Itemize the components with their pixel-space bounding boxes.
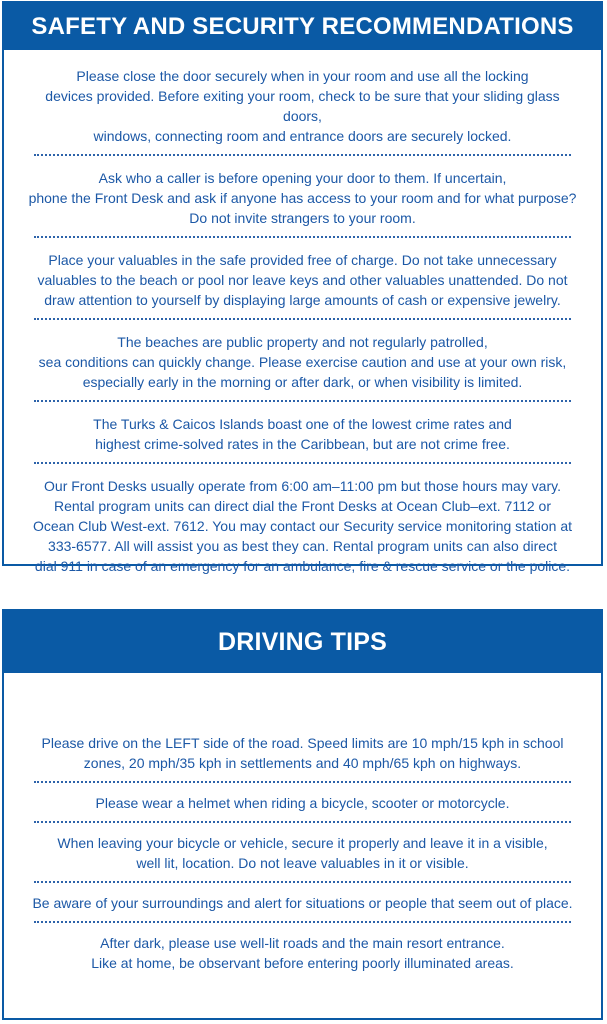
dotted-divider [34, 462, 571, 464]
tip-line: devices provided. Before exiting your room, check to be sure that your sliding glass doors, [45, 88, 560, 124]
dotted-divider [34, 781, 571, 783]
tip-line: sea conditions can quickly change. Please exercise caution and use at your own risk, [38, 354, 567, 370]
tip-line: After dark, please use well-lit roads and the main resort entrance. [100, 935, 505, 951]
tip-line: highest crime-solved rates in the Caribbean, but are not crime free. [95, 436, 510, 452]
dotted-divider [34, 400, 571, 402]
driving-tips [4, 673, 601, 981]
tip-line: well lit, location. Do not leave valuables in it or visible. [136, 855, 469, 871]
tip-line: zones, 20 mph/35 kph in settlements and 40 mph/65 kph on highways. [83, 755, 522, 771]
tip-line: dial 911 in case of an emergency for an ambulance, fire & rescue service or the police. [34, 558, 571, 574]
dotted-divider [34, 881, 571, 883]
tip-line: Place your valuables in the safe provided free of charge. Do not take unnecessary [48, 252, 557, 268]
dotted-divider [34, 236, 571, 238]
driving-panel [2, 609, 603, 1020]
tip-line: windows, connecting room and entrance doors are securely locked. [93, 128, 512, 144]
tip-line: Please close the door securely when in your room and use all the locking [76, 68, 529, 84]
tip-paragraph [26, 833, 579, 881]
tip-paragraph [26, 933, 579, 981]
tip-line: Rental program units can direct dial the Front Desks at Ocean Club–ext. 7112 or [54, 498, 551, 514]
tip-line: draw attention to yourself by displaying large amounts of cash or expensive jewelry. [44, 292, 561, 308]
safety-tips [4, 50, 601, 584]
tip-paragraph [26, 733, 579, 781]
tip-line: Do not invite strangers to your room. [189, 210, 416, 226]
tip-line: When leaving your bicycle or vehicle, secure it properly and leave it in a visible, [57, 835, 548, 851]
tip-line: Ocean Club West-ext. 7612. You may contact our Security service monitoring station at [32, 518, 572, 534]
safety-panel [2, 1, 603, 574]
dotted-divider [34, 921, 571, 923]
dotted-divider [34, 318, 571, 320]
tip-paragraph [26, 893, 579, 921]
tip-line: phone the Front Desk and ask if anyone has access to your room and for what purpose? [28, 190, 577, 206]
safety-title: SAFETY AND SECURITY RECOMMENDATIONS [4, 3, 601, 50]
dotted-divider [34, 821, 571, 823]
driving-title: DRIVING TIPS [4, 611, 601, 673]
tip-line: 333-6577. All will assist you as best they can. Rental program units can also direct [48, 538, 557, 554]
tip-line: Our Front Desks usually operate from 6:00 am–11:00 pm but those hours may vary. [44, 478, 561, 494]
tip-paragraph [26, 66, 579, 154]
tip-line: Please wear a helmet when riding a bicycle, scooter or motorcycle. [95, 795, 510, 811]
tip-paragraph [26, 168, 579, 236]
tip-line: Ask who a caller is before opening your door to them. If uncertain, [98, 170, 507, 186]
dotted-divider [34, 154, 571, 156]
tip-line: The beaches are public property and not regularly patrolled, [117, 334, 488, 350]
tip-line: valuables to the beach or pool nor leave keys and other valuables unattended. Do not [37, 272, 568, 288]
tip-paragraph [26, 250, 579, 318]
tip-paragraph [26, 793, 579, 821]
tip-line: The Turks & Caicos Islands boast one of the lowest crime rates and [93, 416, 512, 432]
tip-paragraph [26, 414, 579, 462]
tip-line: especially early in the morning or after dark, or when visibility is limited. [82, 374, 523, 390]
tip-paragraph [26, 476, 579, 584]
tip-line: Please drive on the LEFT side of the road. Speed limits are 10 mph/15 kph in school [41, 735, 564, 751]
tip-line: Be aware of your surroundings and alert for situations or people that seem out of place. [32, 895, 573, 911]
tip-paragraph [26, 332, 579, 400]
tip-line: Like at home, be observant before entering poorly illuminated areas. [91, 955, 514, 971]
